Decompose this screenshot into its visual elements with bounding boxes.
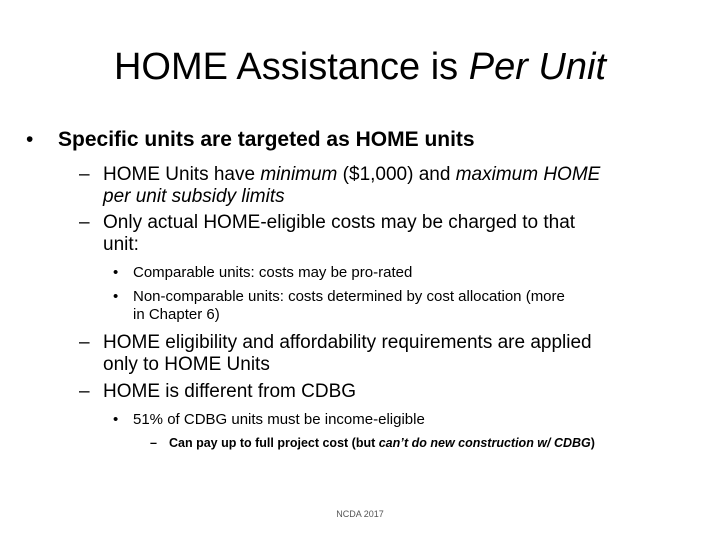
dash-marker: –	[79, 164, 90, 185]
subsubbullet-text-line1: Non-comparable units: costs determined by cost allocation (more	[133, 288, 565, 305]
title-main: HOME Assistance is	[113, 46, 469, 88]
slide-footer: NCDA 2017	[336, 509, 384, 519]
subbullet-text-line1: HOME eligibility and affordability requirements are applied	[103, 332, 592, 353]
subbullet-text-line2: unit:	[103, 234, 139, 255]
bullet-text: Specific units are targeted as HOME units	[58, 128, 475, 151]
bullet-marker: •	[113, 264, 119, 281]
subsubbullet-text: Comparable units: costs may be pro-rated	[133, 264, 413, 281]
title-emphasis: Per Unit	[468, 46, 607, 88]
subsubbullet-text-line2: in Chapter 6)	[133, 306, 220, 323]
dash-marker: –	[79, 212, 90, 233]
subsubbullet-text: 51% of CDBG units must be income-eligible	[133, 411, 425, 428]
level4-text: Can pay up to full project cost (but can’t do new construction w/ CDBG)	[169, 436, 595, 450]
subbullet-text: HOME is different from CDBG	[103, 381, 357, 402]
slide-title	[0, 44, 720, 90]
dash-marker: –	[150, 436, 157, 450]
subbullet-text-line2: only to HOME Units	[103, 354, 270, 375]
dash-marker: –	[79, 381, 90, 402]
bullet-marker: •	[113, 288, 119, 305]
dash-marker: –	[79, 332, 90, 353]
bullet-marker: •	[26, 128, 34, 151]
subbullet-text-line2: per unit subsidy limits	[103, 186, 285, 207]
bullet-marker: •	[113, 411, 119, 428]
subbullet-text-line1: HOME Units have minimum ($1,000) and maximum HOME	[103, 164, 601, 185]
subbullet-text-line1: Only actual HOME-eligible costs may be charged to that	[103, 212, 576, 233]
